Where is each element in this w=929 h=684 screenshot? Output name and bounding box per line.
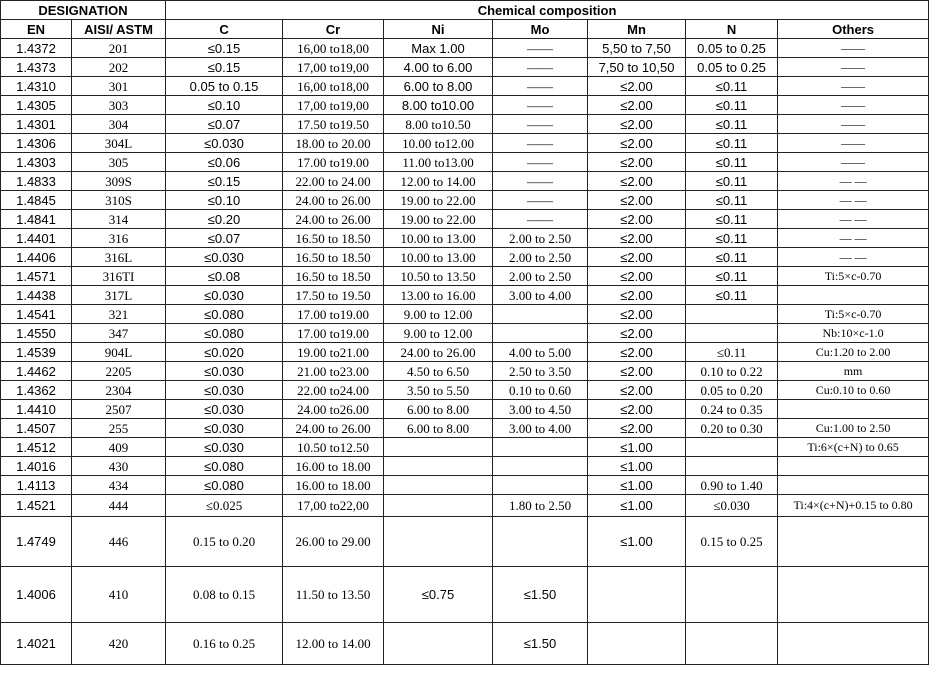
- table-row: [1, 172, 929, 191]
- cell-ni: 6.00 to 8.00: [384, 77, 493, 96]
- cell-c: ≤0.07: [166, 115, 283, 134]
- cell-aisi: 420: [72, 623, 166, 665]
- cell-en: 1.4749: [1, 517, 72, 567]
- cell-others: Ti:4×(c+N)+0.15 to 0.80: [778, 495, 929, 517]
- cell-cr: 16.50 to 18.50: [283, 248, 384, 267]
- cell-c: ≤0.030: [166, 400, 283, 419]
- cell-mo: ——: [493, 153, 588, 172]
- cell-en: 1.4301: [1, 115, 72, 134]
- chemical-composition-header: Chemical composition: [166, 1, 929, 20]
- cell-mo: 3.00 to 4.00: [493, 286, 588, 305]
- cell-mn: ≤2.00: [588, 381, 686, 400]
- cell-cr: 10.50 to12.50: [283, 438, 384, 457]
- cell-mo: ——: [493, 210, 588, 229]
- cell-c: ≤0.030: [166, 286, 283, 305]
- table-row: [1, 343, 929, 362]
- cell-mo: [493, 438, 588, 457]
- cell-c: ≤0.030: [166, 134, 283, 153]
- cell-mn: ≤2.00: [588, 419, 686, 438]
- cell-aisi: 201: [72, 39, 166, 58]
- cell-mo: 2.00 to 2.50: [493, 267, 588, 286]
- cell-others: [778, 457, 929, 476]
- cell-aisi: 314: [72, 210, 166, 229]
- table-row: [1, 248, 929, 267]
- cell-n: ≤0.030: [686, 495, 778, 517]
- cell-cr: 16.50 to 18.50: [283, 267, 384, 286]
- cell-ni: 8.00 to10.00: [384, 96, 493, 115]
- cell-ni: ≤0.75: [384, 567, 493, 623]
- cell-others: — —: [778, 191, 929, 210]
- cell-others: — —: [778, 172, 929, 191]
- cell-en: 1.4016: [1, 457, 72, 476]
- cell-others: [778, 623, 929, 665]
- table-row: [1, 267, 929, 286]
- cell-n: 0.05 to 0.25: [686, 39, 778, 58]
- cell-cr: 11.50 to 13.50: [283, 567, 384, 623]
- cell-c: ≤0.080: [166, 305, 283, 324]
- cell-en: 1.4306: [1, 134, 72, 153]
- cell-cr: 18.00 to 20.00: [283, 134, 384, 153]
- cell-ni: 6.00 to 8.00: [384, 419, 493, 438]
- cell-cr: 24.00 to 26.00: [283, 191, 384, 210]
- cell-mn: ≤1.00: [588, 517, 686, 567]
- cell-mn: ≤2.00: [588, 134, 686, 153]
- cell-cr: 17.00 to19.00: [283, 324, 384, 343]
- cell-cr: 17,00 to19,00: [283, 96, 384, 115]
- cell-mn: ≤1.00: [588, 438, 686, 457]
- cell-others: Cu:1.20 to 2.00: [778, 343, 929, 362]
- table-row: [1, 134, 929, 153]
- cell-ni: 4.00 to 6.00: [384, 58, 493, 77]
- cell-n: 0.10 to 0.22: [686, 362, 778, 381]
- cell-n: ≤0.11: [686, 115, 778, 134]
- cell-others: Cu:0.10 to 0.60: [778, 381, 929, 400]
- cell-n: ≤0.11: [686, 153, 778, 172]
- cell-ni: 10.50 to 13.50: [384, 267, 493, 286]
- cell-mn: ≤2.00: [588, 115, 686, 134]
- cell-ni: 9.00 to 12.00: [384, 305, 493, 324]
- cell-others: [778, 517, 929, 567]
- cell-others: [778, 286, 929, 305]
- cell-en: 1.4373: [1, 58, 72, 77]
- cell-c: 0.15 to 0.20: [166, 517, 283, 567]
- cell-mn: ≤2.00: [588, 267, 686, 286]
- cell-c: ≤0.030: [166, 362, 283, 381]
- table-row: [1, 39, 929, 58]
- table-row: [1, 495, 929, 517]
- cell-mn: ≤1.00: [588, 495, 686, 517]
- cell-c: ≤0.15: [166, 172, 283, 191]
- cell-mn: ≤2.00: [588, 96, 686, 115]
- cell-aisi: 2304: [72, 381, 166, 400]
- cell-aisi: 434: [72, 476, 166, 495]
- table-row: [1, 362, 929, 381]
- cell-c: ≤0.08: [166, 267, 283, 286]
- cell-n: 0.90 to 1.40: [686, 476, 778, 495]
- cell-mo: ——: [493, 191, 588, 210]
- col-header-en: EN: [1, 20, 72, 39]
- cell-n: 0.24 to 0.35: [686, 400, 778, 419]
- cell-mo: [493, 476, 588, 495]
- cell-n: ≤0.11: [686, 210, 778, 229]
- cell-mn: ≤2.00: [588, 248, 686, 267]
- table-row: [1, 438, 929, 457]
- cell-cr: 17,00 to19,00: [283, 58, 384, 77]
- cell-aisi: 904L: [72, 343, 166, 362]
- cell-mn: ≤2.00: [588, 153, 686, 172]
- cell-ni: 9.00 to 12.00: [384, 324, 493, 343]
- cell-others: ——: [778, 134, 929, 153]
- table-row: [1, 58, 929, 77]
- cell-others: [778, 400, 929, 419]
- cell-n: ≤0.11: [686, 77, 778, 96]
- cell-cr: 22.00 to 24.00: [283, 172, 384, 191]
- cell-mo: ——: [493, 77, 588, 96]
- cell-mo: 2.00 to 2.50: [493, 248, 588, 267]
- cell-aisi: 347: [72, 324, 166, 343]
- cell-others: mm: [778, 362, 929, 381]
- cell-ni: 19.00 to 22.00: [384, 210, 493, 229]
- cell-aisi: 304L: [72, 134, 166, 153]
- cell-mn: ≤1.00: [588, 476, 686, 495]
- cell-aisi: 409: [72, 438, 166, 457]
- cell-aisi: 410: [72, 567, 166, 623]
- cell-aisi: 444: [72, 495, 166, 517]
- cell-mo: [493, 305, 588, 324]
- designation-header: DESIGNATION: [1, 1, 166, 20]
- cell-aisi: 301: [72, 77, 166, 96]
- cell-ni: 8.00 to10.50: [384, 115, 493, 134]
- table-row: [1, 210, 929, 229]
- cell-cr: 17.00 to19.00: [283, 305, 384, 324]
- cell-mn: ≤2.00: [588, 324, 686, 343]
- cell-ni: 24.00 to 26.00: [384, 343, 493, 362]
- cell-en: 1.4021: [1, 623, 72, 665]
- cell-aisi: 309S: [72, 172, 166, 191]
- col-header-c: C: [166, 20, 283, 39]
- cell-others: — —: [778, 229, 929, 248]
- cell-others: — —: [778, 248, 929, 267]
- col-header-mn: Mn: [588, 20, 686, 39]
- cell-cr: 16.00 to 18.00: [283, 476, 384, 495]
- cell-mn: ≤2.00: [588, 172, 686, 191]
- cell-en: 1.4512: [1, 438, 72, 457]
- cell-mo: ——: [493, 39, 588, 58]
- cell-ni: Max 1.00: [384, 39, 493, 58]
- table-row: [1, 191, 929, 210]
- cell-en: 1.4401: [1, 229, 72, 248]
- cell-aisi: 310S: [72, 191, 166, 210]
- cell-en: 1.4507: [1, 419, 72, 438]
- cell-aisi: 316TI: [72, 267, 166, 286]
- table-row: [1, 623, 929, 665]
- cell-others: Nb:10×c-1.0: [778, 324, 929, 343]
- cell-cr: 17,00 to22,00: [283, 495, 384, 517]
- cell-cr: 17.00 to19.00: [283, 153, 384, 172]
- cell-aisi: 317L: [72, 286, 166, 305]
- cell-mo: 2.00 to 2.50: [493, 229, 588, 248]
- cell-others: ——: [778, 96, 929, 115]
- cell-ni: [384, 457, 493, 476]
- cell-cr: 24.00 to26.00: [283, 400, 384, 419]
- cell-mn: ≤2.00: [588, 77, 686, 96]
- cell-others: ——: [778, 115, 929, 134]
- table-row: [1, 381, 929, 400]
- cell-en: 1.4372: [1, 39, 72, 58]
- cell-c: 0.08 to 0.15: [166, 567, 283, 623]
- col-header-others: Others: [778, 20, 929, 39]
- cell-en: 1.4550: [1, 324, 72, 343]
- cell-aisi: 304: [72, 115, 166, 134]
- cell-c: ≤0.10: [166, 96, 283, 115]
- cell-ni: [384, 623, 493, 665]
- cell-ni: 10.00 to12.00: [384, 134, 493, 153]
- cell-mo: [493, 324, 588, 343]
- cell-en: 1.4541: [1, 305, 72, 324]
- table-row: [1, 229, 929, 248]
- cell-cr: 22.00 to24.00: [283, 381, 384, 400]
- cell-en: 1.4310: [1, 77, 72, 96]
- cell-ni: 10.00 to 13.00: [384, 229, 493, 248]
- cell-cr: 17.50 to19.50: [283, 115, 384, 134]
- cell-aisi: 202: [72, 58, 166, 77]
- cell-mo: 1.80 to 2.50: [493, 495, 588, 517]
- cell-mo: [493, 517, 588, 567]
- cell-en: 1.4539: [1, 343, 72, 362]
- col-header-cr: Cr: [283, 20, 384, 39]
- cell-others: [778, 476, 929, 495]
- cell-c: ≤0.080: [166, 457, 283, 476]
- cell-n: ≤0.11: [686, 248, 778, 267]
- table-row: [1, 567, 929, 623]
- cell-c: ≤0.080: [166, 324, 283, 343]
- cell-n: ≤0.11: [686, 96, 778, 115]
- cell-mn: ≤2.00: [588, 286, 686, 305]
- cell-c: ≤0.020: [166, 343, 283, 362]
- cell-cr: 26.00 to 29.00: [283, 517, 384, 567]
- cell-en: 1.4006: [1, 567, 72, 623]
- cell-mo: ≤1.50: [493, 623, 588, 665]
- table-row: [1, 77, 929, 96]
- cell-others: Ti:6×(c+N) to 0.65: [778, 438, 929, 457]
- cell-c: ≤0.030: [166, 248, 283, 267]
- cell-ni: 3.50 to 5.50: [384, 381, 493, 400]
- cell-cr: 12.00 to 14.00: [283, 623, 384, 665]
- cell-others: ——: [778, 153, 929, 172]
- cell-en: 1.4841: [1, 210, 72, 229]
- cell-mn: ≤2.00: [588, 305, 686, 324]
- cell-en: 1.4303: [1, 153, 72, 172]
- cell-mo: 2.50 to 3.50: [493, 362, 588, 381]
- table-row: [1, 115, 929, 134]
- cell-aisi: 316L: [72, 248, 166, 267]
- table-row: [1, 153, 929, 172]
- cell-mo: ——: [493, 58, 588, 77]
- cell-ni: [384, 495, 493, 517]
- cell-cr: 24.00 to 26.00: [283, 419, 384, 438]
- cell-others: Ti:5×c-0.70: [778, 267, 929, 286]
- cell-n: [686, 457, 778, 476]
- cell-cr: 17.50 to 19.50: [283, 286, 384, 305]
- table-row: [1, 324, 929, 343]
- cell-c: ≤0.080: [166, 476, 283, 495]
- cell-cr: 16,00 to18,00: [283, 39, 384, 58]
- cell-mn: ≤2.00: [588, 362, 686, 381]
- cell-n: ≤0.11: [686, 267, 778, 286]
- cell-n: [686, 305, 778, 324]
- table-row: [1, 96, 929, 115]
- cell-ni: 13.00 to 16.00: [384, 286, 493, 305]
- cell-mn: 5,50 to 7,50: [588, 39, 686, 58]
- cell-mo: 3.00 to 4.50: [493, 400, 588, 419]
- table-row: [1, 457, 929, 476]
- cell-c: ≤0.030: [166, 419, 283, 438]
- cell-others: ——: [778, 39, 929, 58]
- cell-n: 0.05 to 0.25: [686, 58, 778, 77]
- cell-cr: 16,00 to18,00: [283, 77, 384, 96]
- table-header: [1, 1, 929, 39]
- table-row: [1, 286, 929, 305]
- cell-mo: 0.10 to 0.60: [493, 381, 588, 400]
- cell-aisi: 316: [72, 229, 166, 248]
- cell-mn: ≤2.00: [588, 343, 686, 362]
- cell-n: [686, 438, 778, 457]
- cell-c: 0.05 to 0.15: [166, 77, 283, 96]
- cell-n: ≤0.11: [686, 343, 778, 362]
- cell-mn: ≤2.00: [588, 191, 686, 210]
- cell-others: ——: [778, 77, 929, 96]
- cell-c: ≤0.06: [166, 153, 283, 172]
- cell-en: 1.4113: [1, 476, 72, 495]
- cell-mn: ≤2.00: [588, 400, 686, 419]
- cell-en: 1.4845: [1, 191, 72, 210]
- cell-ni: [384, 476, 493, 495]
- cell-n: [686, 623, 778, 665]
- table-row: [1, 305, 929, 324]
- cell-ni: [384, 517, 493, 567]
- cell-mn: [588, 567, 686, 623]
- cell-mn: ≤2.00: [588, 210, 686, 229]
- cell-ni: [384, 438, 493, 457]
- cell-cr: 24.00 to 26.00: [283, 210, 384, 229]
- col-header-n: N: [686, 20, 778, 39]
- cell-en: 1.4438: [1, 286, 72, 305]
- cell-en: 1.4571: [1, 267, 72, 286]
- cell-c: ≤0.15: [166, 39, 283, 58]
- cell-aisi: 305: [72, 153, 166, 172]
- cell-en: 1.4362: [1, 381, 72, 400]
- cell-mo: ——: [493, 134, 588, 153]
- col-header-mo: Mo: [493, 20, 588, 39]
- cell-en: 1.4462: [1, 362, 72, 381]
- cell-c: ≤0.030: [166, 381, 283, 400]
- col-header-ni: Ni: [384, 20, 493, 39]
- cell-aisi: 321: [72, 305, 166, 324]
- table-row: [1, 517, 929, 567]
- cell-mn: 7,50 to 10,50: [588, 58, 686, 77]
- col-header-aisi: AISI/ ASTM: [72, 20, 166, 39]
- table-row: [1, 419, 929, 438]
- cell-en: 1.4521: [1, 495, 72, 517]
- cell-mn: [588, 623, 686, 665]
- cell-c: ≤0.07: [166, 229, 283, 248]
- cell-mo: 3.00 to 4.00: [493, 419, 588, 438]
- cell-en: 1.4406: [1, 248, 72, 267]
- cell-mo: 4.00 to 5.00: [493, 343, 588, 362]
- cell-others: Cu:1.00 to 2.50: [778, 419, 929, 438]
- cell-others: Ti:5×c-0.70: [778, 305, 929, 324]
- cell-mn: ≤2.00: [588, 229, 686, 248]
- cell-n: 0.05 to 0.20: [686, 381, 778, 400]
- cell-aisi: 430: [72, 457, 166, 476]
- cell-ni: 12.00 to 14.00: [384, 172, 493, 191]
- cell-mo: ≤1.50: [493, 567, 588, 623]
- cell-en: 1.4833: [1, 172, 72, 191]
- table-row: [1, 400, 929, 419]
- cell-n: 0.20 to 0.30: [686, 419, 778, 438]
- cell-others: ——: [778, 58, 929, 77]
- cell-aisi: 255: [72, 419, 166, 438]
- cell-mo: [493, 457, 588, 476]
- cell-aisi: 2507: [72, 400, 166, 419]
- cell-mn: ≤1.00: [588, 457, 686, 476]
- table-body: [1, 39, 929, 665]
- cell-n: ≤0.11: [686, 286, 778, 305]
- cell-ni: 6.00 to 8.00: [384, 400, 493, 419]
- cell-aisi: 303: [72, 96, 166, 115]
- cell-ni: 4.50 to 6.50: [384, 362, 493, 381]
- cell-cr: 19.00 to21.00: [283, 343, 384, 362]
- cell-en: 1.4305: [1, 96, 72, 115]
- cell-n: ≤0.11: [686, 172, 778, 191]
- cell-c: ≤0.030: [166, 438, 283, 457]
- cell-n: ≤0.11: [686, 134, 778, 153]
- cell-others: — —: [778, 210, 929, 229]
- cell-ni: 11.00 to13.00: [384, 153, 493, 172]
- cell-mo: ——: [493, 96, 588, 115]
- cell-mo: ——: [493, 115, 588, 134]
- cell-c: ≤0.10: [166, 191, 283, 210]
- table-row: [1, 476, 929, 495]
- cell-cr: 16.00 to 18.00: [283, 457, 384, 476]
- cell-c: ≤0.20: [166, 210, 283, 229]
- cell-n: [686, 324, 778, 343]
- cell-cr: 21.00 to23.00: [283, 362, 384, 381]
- cell-c: ≤0.025: [166, 495, 283, 517]
- cell-c: ≤0.15: [166, 58, 283, 77]
- cell-aisi: 446: [72, 517, 166, 567]
- cell-others: [778, 567, 929, 623]
- cell-ni: 10.00 to 13.00: [384, 248, 493, 267]
- cell-n: ≤0.11: [686, 229, 778, 248]
- cell-mo: ——: [493, 172, 588, 191]
- cell-n: ≤0.11: [686, 191, 778, 210]
- cell-n: 0.15 to 0.25: [686, 517, 778, 567]
- cell-aisi: 2205: [72, 362, 166, 381]
- cell-c: 0.16 to 0.25: [166, 623, 283, 665]
- cell-cr: 16.50 to 18.50: [283, 229, 384, 248]
- cell-en: 1.4410: [1, 400, 72, 419]
- cell-ni: 19.00 to 22.00: [384, 191, 493, 210]
- cell-n: [686, 567, 778, 623]
